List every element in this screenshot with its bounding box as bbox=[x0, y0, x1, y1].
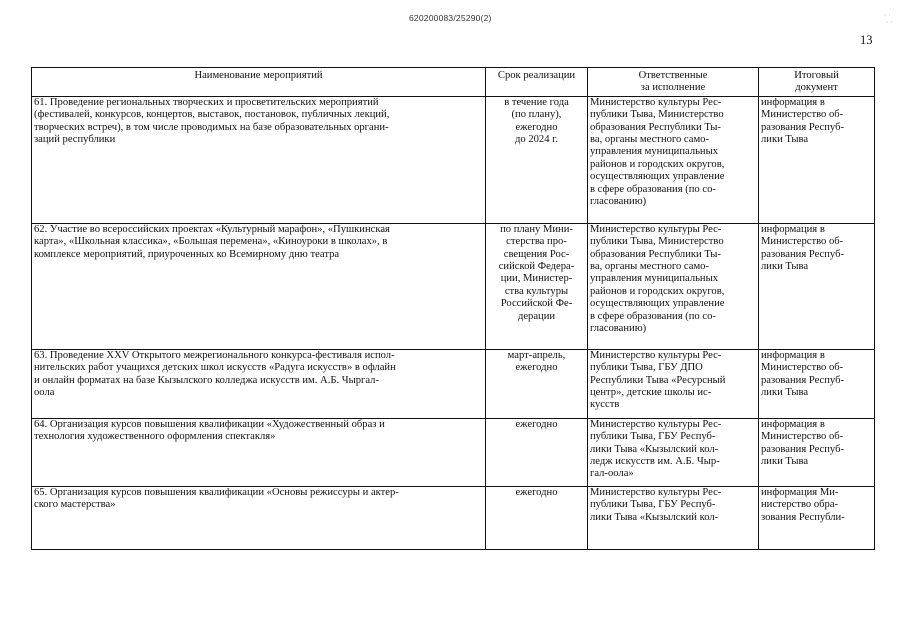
event-term: март-апрель, ежегодно bbox=[507, 349, 566, 374]
table-row bbox=[32, 486, 875, 549]
table-row bbox=[32, 96, 875, 223]
column-header-document bbox=[759, 68, 875, 97]
event-name-cell bbox=[32, 96, 486, 223]
event-term-cell bbox=[486, 223, 588, 349]
event-document: информация в Министерство об- разования Респуб- лики Тыва bbox=[761, 349, 845, 399]
event-responsible-cell bbox=[588, 349, 759, 418]
table-row bbox=[32, 418, 875, 486]
event-document: информация в Министерство об- разования Респуб- лики Тыва bbox=[761, 223, 845, 273]
column-header-document-text: Итоговый документ bbox=[794, 70, 839, 94]
event-responsible-cell bbox=[588, 486, 759, 549]
table-row bbox=[32, 223, 875, 349]
event-name: 63. Проведение XXV Открытого межрегионального конкурса-фестиваля испол- нительских работ учащихся детских школ искусств «Радуга искусств» в офлайн и онлайн форматах на базе Кызылского колледжа искусств им. А.Б. Чыргал- оола bbox=[34, 349, 396, 399]
event-responsible: Министерство культуры Рес- публики Тыва, ГБУ Респуб- лики Тыва «Кызылский кол- ледж искусств им. А.Б. Чыр- гал-оола» bbox=[590, 418, 722, 480]
column-header-name bbox=[32, 68, 486, 97]
event-term-cell bbox=[486, 96, 588, 223]
event-document: информация Ми- нистерство обра- зования Республи- bbox=[761, 486, 845, 523]
table-header-row bbox=[32, 68, 875, 97]
event-document-cell bbox=[759, 349, 875, 418]
event-name-cell bbox=[32, 486, 486, 549]
event-responsible-cell bbox=[588, 223, 759, 349]
event-name: 64. Организация курсов повышения квалификации «Художественный образ и технология художественного оформления спектакля» bbox=[34, 418, 385, 443]
event-responsible: Министерство культуры Рес- публики Тыва, Министерство образования Республики Ты- ва, органы местного само- управления муниципальных районов и городских округов, осуществляющих управление в сфере образования (по со- гласованию) bbox=[590, 96, 725, 208]
event-term-cell bbox=[486, 486, 588, 549]
event-name-cell bbox=[32, 349, 486, 418]
event-name-cell bbox=[32, 418, 486, 486]
column-header-name-text: Наименование мероприятий bbox=[194, 70, 323, 81]
event-name: 65. Организация курсов повышения квалификации «Основы режиссуры и актер- ского мастерства» bbox=[34, 486, 399, 511]
column-header-responsible-text: Ответственные за исполнение bbox=[638, 70, 708, 94]
event-term: ежегодно bbox=[515, 418, 558, 430]
event-document: информация в Министерство об- разования Респуб- лики Тыва bbox=[761, 96, 845, 146]
event-name: 62. Участие во всероссийских проектах «Культурный марафон», «Пушкинская карта», «Школьная классика», «Большая перемена», «Киноуроки в школах», в комплексе мероприятий, приуроченных ко Всемирному дню театра bbox=[34, 223, 390, 260]
event-document-cell bbox=[759, 486, 875, 549]
event-term-cell bbox=[486, 349, 588, 418]
corner-scan-mark bbox=[884, 12, 893, 26]
document-registration-code: 620200083/25290(2) bbox=[409, 13, 492, 23]
event-responsible: Министерство культуры Рес- публики Тыва, Министерство образования Республики Ты- ва, органы местного само- управления муниципальных районов и городских округов, осуществляющих управление в сфере образования (по со- гласованию) bbox=[590, 223, 725, 335]
column-header-term-text: Срок реализации bbox=[497, 70, 576, 81]
event-document-cell bbox=[759, 223, 875, 349]
event-document-cell bbox=[759, 96, 875, 223]
column-header-responsible bbox=[588, 68, 759, 97]
corner-scan-mark-text: · · · · bbox=[884, 12, 893, 26]
page-number: 13 bbox=[860, 33, 873, 47]
event-term: в течение года (по плану), ежегодно до 2024 г. bbox=[504, 96, 569, 146]
event-document: информация в Министерство об- разования Респуб- лики Тыва bbox=[761, 418, 845, 468]
event-responsible: Министерство культуры Рес- публики Тыва, ГБУ ДПО Республики Тыва «Ресурсный центр», детские школы ис- кусств bbox=[590, 349, 726, 411]
event-responsible-cell bbox=[588, 418, 759, 486]
table-row bbox=[32, 349, 875, 418]
event-term-cell bbox=[486, 418, 588, 486]
event-responsible-cell bbox=[588, 96, 759, 223]
event-term: ежегодно bbox=[515, 486, 558, 498]
events-plan-table bbox=[31, 67, 875, 550]
column-header-term bbox=[486, 68, 588, 97]
event-document-cell bbox=[759, 418, 875, 486]
event-name: 61. Проведение региональных творческих и просветительских мероприятий (фестивалей, конкурсов, концертов, выставок, постановок, публичных лекций, творческих встреч), в том числе проводимых на базе образовательных органи- заций республики bbox=[34, 96, 390, 146]
event-responsible: Министерство культуры Рес- публики Тыва, ГБУ Респуб- лики Тыва «Кызылский кол- bbox=[590, 486, 722, 523]
event-term: по плану Мини- стерства про- свещения Рос- сийской Федера- ции, Министер- ства культуры Российской Фе- дерации bbox=[498, 223, 575, 322]
event-name-cell bbox=[32, 223, 486, 349]
